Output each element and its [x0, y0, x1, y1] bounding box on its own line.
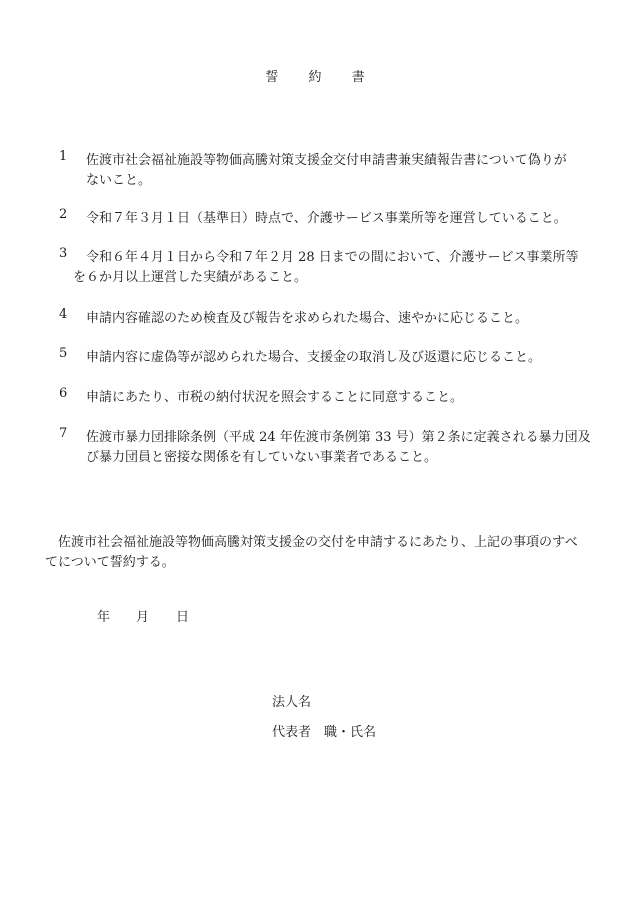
item-text-line1: 申請内容に虚偽等が認められた場合、支援金の取消し及び返還に応じること。: [86, 350, 542, 365]
declaration-line2: てについて誓約する。: [45, 555, 175, 570]
item-text-line2: び暴力団員と密接な関係を有していない事業者であること。: [86, 450, 438, 465]
date-year-label: 年: [97, 610, 111, 625]
date-day-label: 日: [176, 610, 190, 625]
date-month-label: 月: [136, 610, 150, 625]
representative-label: 代表者 職・氏名: [272, 725, 377, 740]
item-number: 5: [59, 346, 68, 361]
item-text-line1: 令和７年３月１日（基準日）時点で、介護サービス事業所等を運営していること。: [86, 211, 567, 226]
item-number: 2: [59, 207, 68, 222]
item-text-line1: 申請内容確認のため検査及び報告を求められた場合、速やかに応じること。: [86, 311, 529, 326]
item-number: 4: [59, 307, 68, 322]
item-number: 1: [59, 149, 68, 164]
document-title: 誓 約 書: [265, 70, 378, 85]
item-text-line1: 令和６年４月１日から令和７年２月 28 日までの間において、介護サービス事業所等: [86, 250, 579, 265]
item-text-line2: ないこと。: [86, 173, 152, 188]
item-text-line1: 申請にあたり、市税の納付状況を照会することに同意すること。: [86, 390, 464, 405]
item-text-line2: を６か月以上運営した実績があること。: [73, 270, 308, 285]
item-text-line1: 佐渡市社会福祉施設等物価高騰対策支援金交付申請書兼実績報告書について偽りが: [86, 153, 567, 168]
item-number: 3: [59, 246, 68, 261]
item-number: 7: [59, 426, 68, 441]
item-text-line1: 佐渡市暴力団排除条例（平成 24 年佐渡市条例第 33 号）第２条に定義される暴力団及: [86, 430, 591, 445]
item-number: 6: [59, 386, 68, 401]
declaration-line1: 佐渡市社会福祉施設等物価高騰対策支援金の交付を申請するにあたり、上記の事項のすべ: [58, 535, 578, 550]
corporation-name-label: 法人名: [272, 695, 312, 710]
